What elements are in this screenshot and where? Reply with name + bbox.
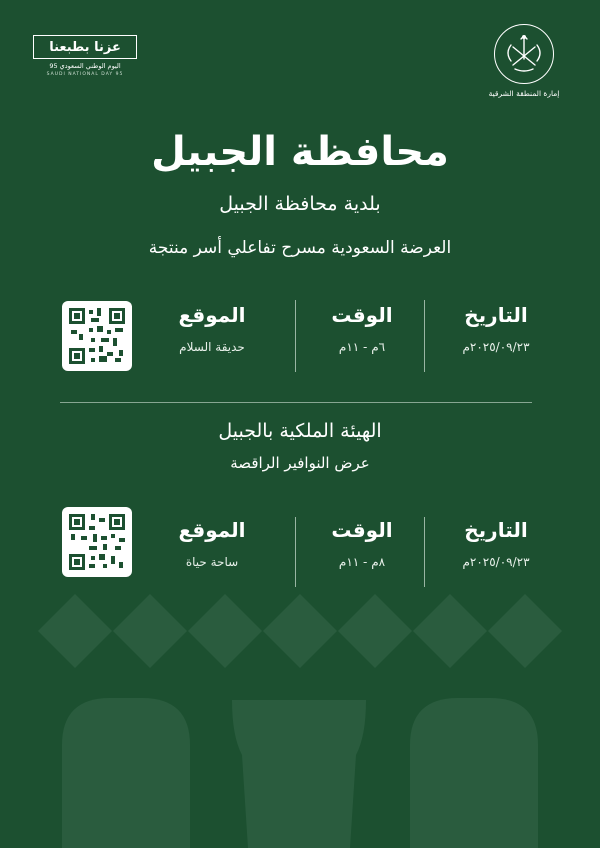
- divider: [424, 300, 425, 372]
- event2-name: عرض النوافير الراقصة: [230, 454, 370, 472]
- decorative-pattern: [0, 590, 600, 848]
- national-day-logo: [33, 35, 137, 79]
- page-title: محافظة الجبيل: [151, 129, 449, 175]
- event1-qr-code[interactable]: [62, 301, 132, 371]
- event1-name: العرضة السعودية مسرح تفاعلي أسر منتجة: [148, 238, 452, 258]
- emblem-label: إمارة المنطقة الشرقية: [488, 89, 560, 98]
- event1-date-label: التاريخ: [464, 303, 528, 327]
- event1-location-label: الموقع: [178, 303, 246, 327]
- divider: [295, 517, 296, 587]
- campaign-logo-text: عزنا بطبعنا: [33, 35, 137, 59]
- section2-title: الهيئة الملكية بالجبيل: [218, 420, 382, 442]
- campaign-logo-english: SAUDI NATIONAL DAY 95: [46, 72, 124, 77]
- divider: [295, 300, 296, 372]
- event1-time-label: الوقت: [331, 303, 393, 327]
- event2-time-label: الوقت: [331, 518, 393, 542]
- event2-date-value: ٢٠٢٥/٠٩/٢٣م: [462, 555, 530, 569]
- campaign-logo-subtitle: اليوم الوطني السعودي 95: [49, 62, 121, 70]
- event1-location-value: حديقة السلام: [179, 340, 245, 354]
- event2-location-label: الموقع: [178, 518, 246, 542]
- page-subtitle: بلدية محافظة الجبيل: [219, 193, 381, 215]
- section-divider: [60, 402, 532, 403]
- event1-date-value: ٢٠٢٥/٠٩/٢٣م: [462, 340, 530, 354]
- divider: [424, 517, 425, 587]
- event2-date-label: التاريخ: [464, 518, 528, 542]
- event2-time-value: ٨م - ١١م: [338, 555, 386, 569]
- event1-time-value: ٦م - ١١م: [338, 340, 386, 354]
- event2-location-value: ساحة حياة: [185, 555, 239, 569]
- event2-qr-code[interactable]: [62, 507, 132, 577]
- saudi-emblem-icon: [494, 24, 554, 84]
